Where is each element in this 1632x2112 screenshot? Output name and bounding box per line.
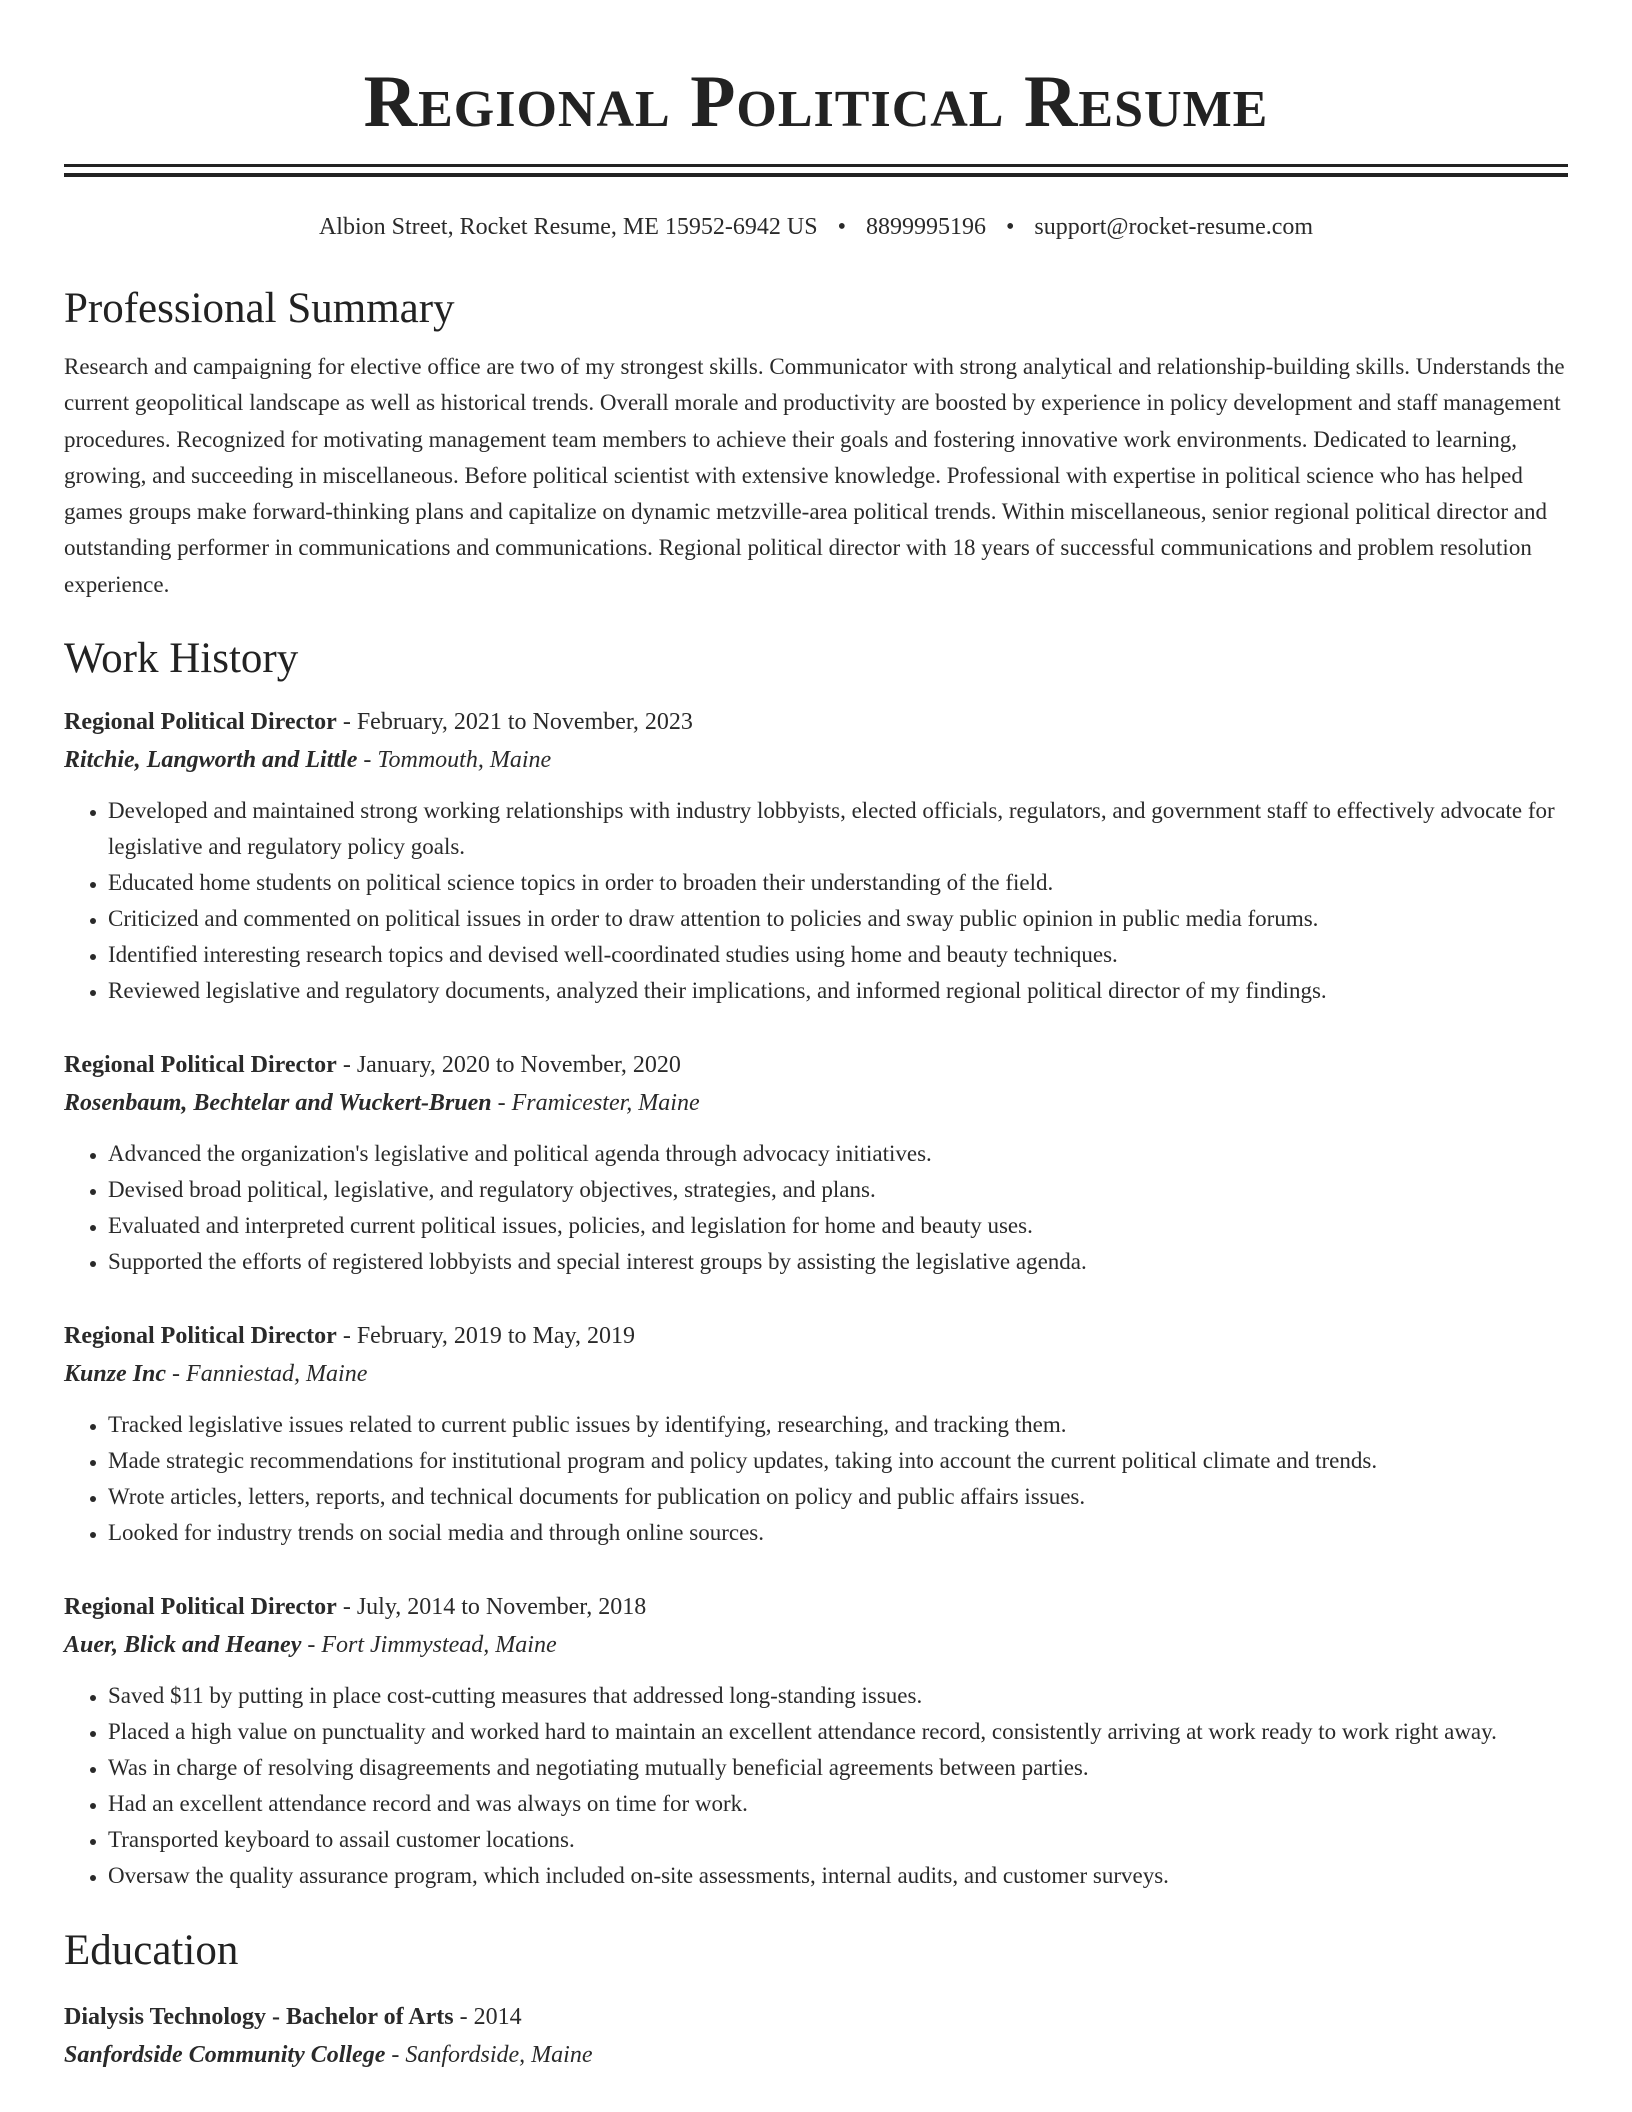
job-company: Rosenbaum, Bechtelar and Wuckert-Bruen [64, 1090, 492, 1117]
job-company-line [64, 1355, 1568, 1393]
job-role: Regional Political Director [64, 1323, 337, 1350]
contact-separator: • [837, 214, 846, 240]
job-entry [64, 703, 1568, 1009]
job-location: Framicester, Maine [511, 1090, 700, 1117]
job-title-line [64, 1317, 1568, 1355]
job-dash: - [336, 1594, 357, 1621]
education-dash: - [385, 2042, 406, 2069]
job-bullet: • Placed a high value on punctuality and worked hard to maintain an excellent attendance record, consistently arriving at work ready to work right away. [108, 1714, 1568, 1750]
job-bullet: • Transported keyboard to assail customer locations. [108, 1822, 1568, 1858]
education-location: Sanfordside, Maine [405, 2042, 593, 2069]
job-location: Tommouth, Maine [377, 747, 552, 774]
job-dash: - [357, 747, 378, 774]
resume-title: Regional Political Resume [363, 61, 1269, 143]
job-role: Regional Political Director [64, 1052, 337, 1079]
education-year: 2014 [473, 2004, 522, 2031]
contact-separator: • [1005, 214, 1015, 240]
job-dates: February, 2019 to May, 2019 [356, 1323, 635, 1350]
contact-address: Albion Street, Rocket Resume, ME 15952-6942 US [318, 214, 818, 240]
title-rule-bottom [64, 173, 1568, 177]
education-degree-line [64, 1998, 1568, 2036]
title-rule-top [64, 164, 1568, 167]
education-degree: Dialysis Technology - Bachelor of Arts [64, 2004, 454, 2031]
summary-text: Research and campaigning for elective office are two of my strongest skills. Communicator with strong analytical and relationship-building skills. Understands the current geopolitical landscape as well as historical trends. Overall morale and productivity are boosted by experience in policy development and staff management procedures. Recognized for motivating management team members to achieve their goals and fostering innovative work environments. Dedicated to learning, growing, and succeeding in miscellaneous. Before political scientist with extensive knowledge. Professional with expertise in political science who has helped games groups make forward-thinking plans and capitalize on dynamic metzville-area political trends. Within miscellaneous, senior regional political director and outstanding performer in communications and communications. Regional political director with 18 years of successful communications and problem resolution experience. [64, 354, 1565, 597]
job-bullet-list [64, 1136, 1568, 1280]
job-bullet: • Made strategic recommendations for institutional program and policy updates, taking into account the current political climate and trends. [108, 1443, 1568, 1479]
job-dates: July, 2014 to November, 2018 [356, 1594, 647, 1621]
job-dash: - [301, 1632, 322, 1659]
job-location: Fanniestad, Maine [186, 1361, 368, 1388]
job-dates: February, 2021 to November, 2023 [356, 709, 693, 736]
job-title-line [64, 1588, 1568, 1626]
job-bullet: • Tracked legislative issues related to current public issues by identifying, researching, and tracking them. [108, 1407, 1568, 1443]
job-entry [64, 1317, 1568, 1551]
job-bullet: • Saved $11 by putting in place cost-cutting measures that addressed long-standing issues. [108, 1678, 1568, 1714]
job-bullet: • Advanced the organization's legislative and political agenda through advocacy initiatives. [108, 1136, 1568, 1172]
job-bullet: • Reviewed legislative and regulatory documents, analyzed their implications, and informed regional political director of my findings. [108, 973, 1568, 1009]
job-company-line [64, 1626, 1568, 1664]
job-bullet-list [64, 1678, 1568, 1894]
job-bullet: • Oversaw the quality assurance program, which included on-site assessments, internal audits, and customer surveys. [108, 1858, 1568, 1894]
job-entry [64, 1046, 1568, 1280]
job-dash: - [491, 1090, 512, 1117]
job-bullet: • Was in charge of resolving disagreements and negotiating mutually beneficial agreements between parties. [108, 1750, 1568, 1786]
job-role: Regional Political Director [64, 1594, 337, 1621]
job-role: Regional Political Director [64, 709, 337, 736]
job-company-line [64, 1084, 1568, 1122]
job-location: Fort Jimmystead, Maine [321, 1632, 557, 1659]
job-bullet: • Identified interesting research topics and devised well-coordinated studies using home and beauty techniques. [108, 937, 1568, 973]
job-bullet: • Evaluated and interpreted current political issues, policies, and legislation for home and beauty uses. [108, 1208, 1568, 1244]
contact-phone: 8899995196 [865, 214, 986, 240]
job-bullet: • Had an excellent attendance record and was always on time for work. [108, 1786, 1568, 1822]
job-dash: - [336, 1052, 357, 1079]
resume-page [64, 0, 1568, 2074]
job-company: Kunze Inc [64, 1361, 167, 1388]
job-entry [64, 1588, 1568, 1894]
work-history-list [64, 703, 1568, 1894]
work-history-heading: Work History [64, 635, 299, 683]
job-company-line [64, 741, 1568, 779]
job-bullet-list [64, 1407, 1568, 1551]
job-bullet: • Wrote articles, letters, reports, and technical documents for publication on policy and public affairs issues. [108, 1479, 1568, 1515]
education-list [64, 1998, 1568, 2074]
contact-email: support@rocket-resume.com [1034, 214, 1314, 240]
job-bullet: • Looked for industry trends on social media and through online sources. [108, 1515, 1568, 1551]
job-bullet: • Educated home students on political science topics in order to broaden their understanding of the field. [108, 865, 1568, 901]
education-entry [64, 1998, 1568, 2074]
job-title-line [64, 1046, 1568, 1084]
job-title-line [64, 703, 1568, 741]
job-bullet: • Developed and maintained strong working relationships with industry lobbyists, elected officials, regulators, and government staff to effectively advocate for legislative and regulatory policy goals. [108, 793, 1568, 865]
job-company: Ritchie, Langworth and Little [64, 747, 358, 774]
contact-line [64, 211, 1568, 243]
job-bullet: • Criticized and commented on political issues in order to draw attention to policies and sway public opinion in public media forums. [108, 901, 1568, 937]
education-school: Sanfordside Community College [64, 2042, 386, 2069]
job-company: Auer, Blick and Heaney [64, 1632, 302, 1659]
job-bullet: • Supported the efforts of registered lobbyists and special interest groups by assisting the legislative agenda. [108, 1244, 1568, 1280]
summary-heading: Professional Summary [64, 285, 455, 332]
job-dash: - [336, 709, 357, 736]
job-dash: - [166, 1361, 187, 1388]
education-school-line [64, 2036, 1568, 2074]
job-bullet: • Devised broad political, legislative, and regulatory objectives, strategies, and plans. [108, 1172, 1568, 1208]
education-heading: Education [64, 1927, 239, 1975]
job-bullet-list [64, 793, 1568, 1009]
job-dates: January, 2020 to November, 2020 [356, 1052, 681, 1079]
job-dash: - [336, 1323, 357, 1350]
education-dash: - [453, 2004, 474, 2031]
